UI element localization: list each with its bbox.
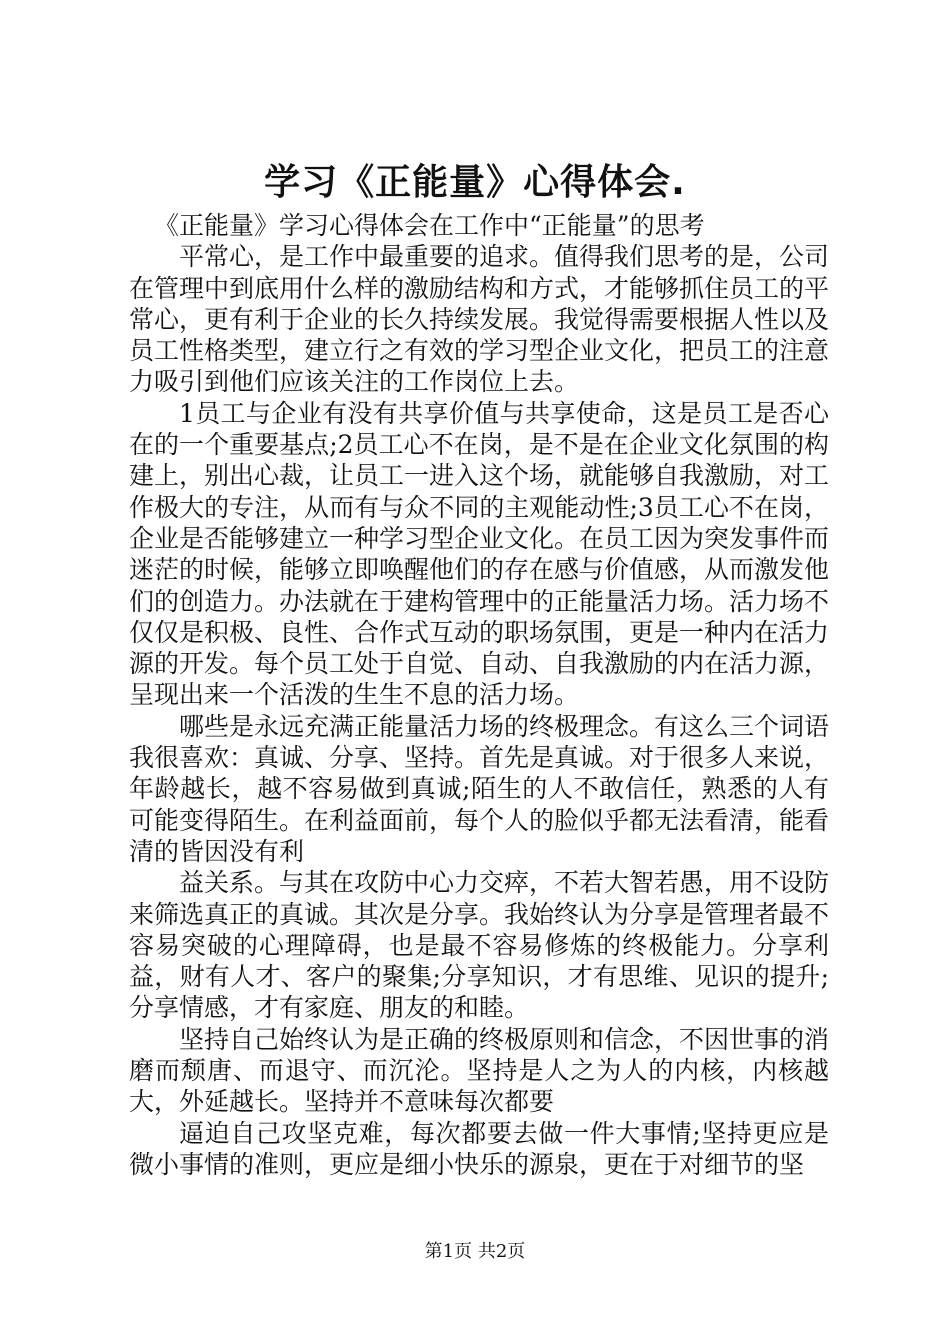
page-footer: 第1页 共2页 (424, 1241, 526, 1262)
paragraph: 哪些是永远充满正能量活力场的终极理念。有这么三个词语我很喜欢：真诚、分享、坚持。首先是真诚。对于很多人来说，年龄越长，越不容易做到真诚;陌生的人不敢信任，熟悉的人有可能变得陌生。在利益面前，每个人的脸似乎都无法看清，能看清的皆因没有利 (129, 711, 830, 866)
paragraph: 1员工与企业有没有共享价值与共享使命，这是员工是否心在的一个重要基点;2员工心不在岗，是不是在企业文化氛围的构建上，别出心裁，让员工一进入这个场，就能够自我激励，对工作极大的专注，从而有与众不同的主观能动性;3员工心不在岗，企业是否能够建立一种学习型企业文化。在员工因为突发事件而迷茫的时候，能够立即唤醒他们的存在感与价值感，从而激发他们的创造力。办法就在于建构管理中的正能量活力场。活力场不仅仅是积极、良性、合作式互动的职场氛围，更是一种内在活力源的开发。每个员工处于自觉、自动、自我激励的内在活力源，呈现出来一个活泼的生生不息的活力场。 (129, 398, 830, 710)
paragraph: 益关系。与其在攻防中心力交瘁，不若大智若愚，用不设防来筛选真正的真诚。其次是分享。我始终认为分享是管理者最不容易突破的心理障碍，也是最不容易修炼的终极能力。分享利益，财有人才、客户的聚集;分享知识，才有思维、见识的提升;分享情感，才有家庭、朋友的和睦。 (129, 868, 830, 1023)
document-body (129, 210, 829, 1180)
document-subtitle: 《正能量》学习心得体会在工作中“正能量”的思考 (154, 211, 705, 240)
paragraph: 平常心，是工作中最重要的追求。值得我们思考的是，公司在管理中到底用什么样的激励结构和方式，才能够抓住员工的平常心，更有利于企业的长久持续发展。我觉得需要根据人性以及员工性格类型，建立行之有效的学习型企业文化，把员工的注意力吸引到他们应该关注的工作岗位上去。 (129, 242, 830, 397)
paragraph: 逼迫自己攻坚克难，每次都要去做一件大事情;坚持更应是微小事情的准则，更应是细小快乐的源泉，更在于对细节的坚 (129, 1118, 829, 1179)
paragraph: 坚持自己始终认为是正确的终极原则和信念，不因世事的消磨而颓唐、而退守、而沉沦。坚持是人之为人的内核，内核越大，外延越长。坚持并不意味每次都要 (129, 1024, 830, 1117)
document-title: 学习《正能量》心得体会. (264, 162, 686, 203)
